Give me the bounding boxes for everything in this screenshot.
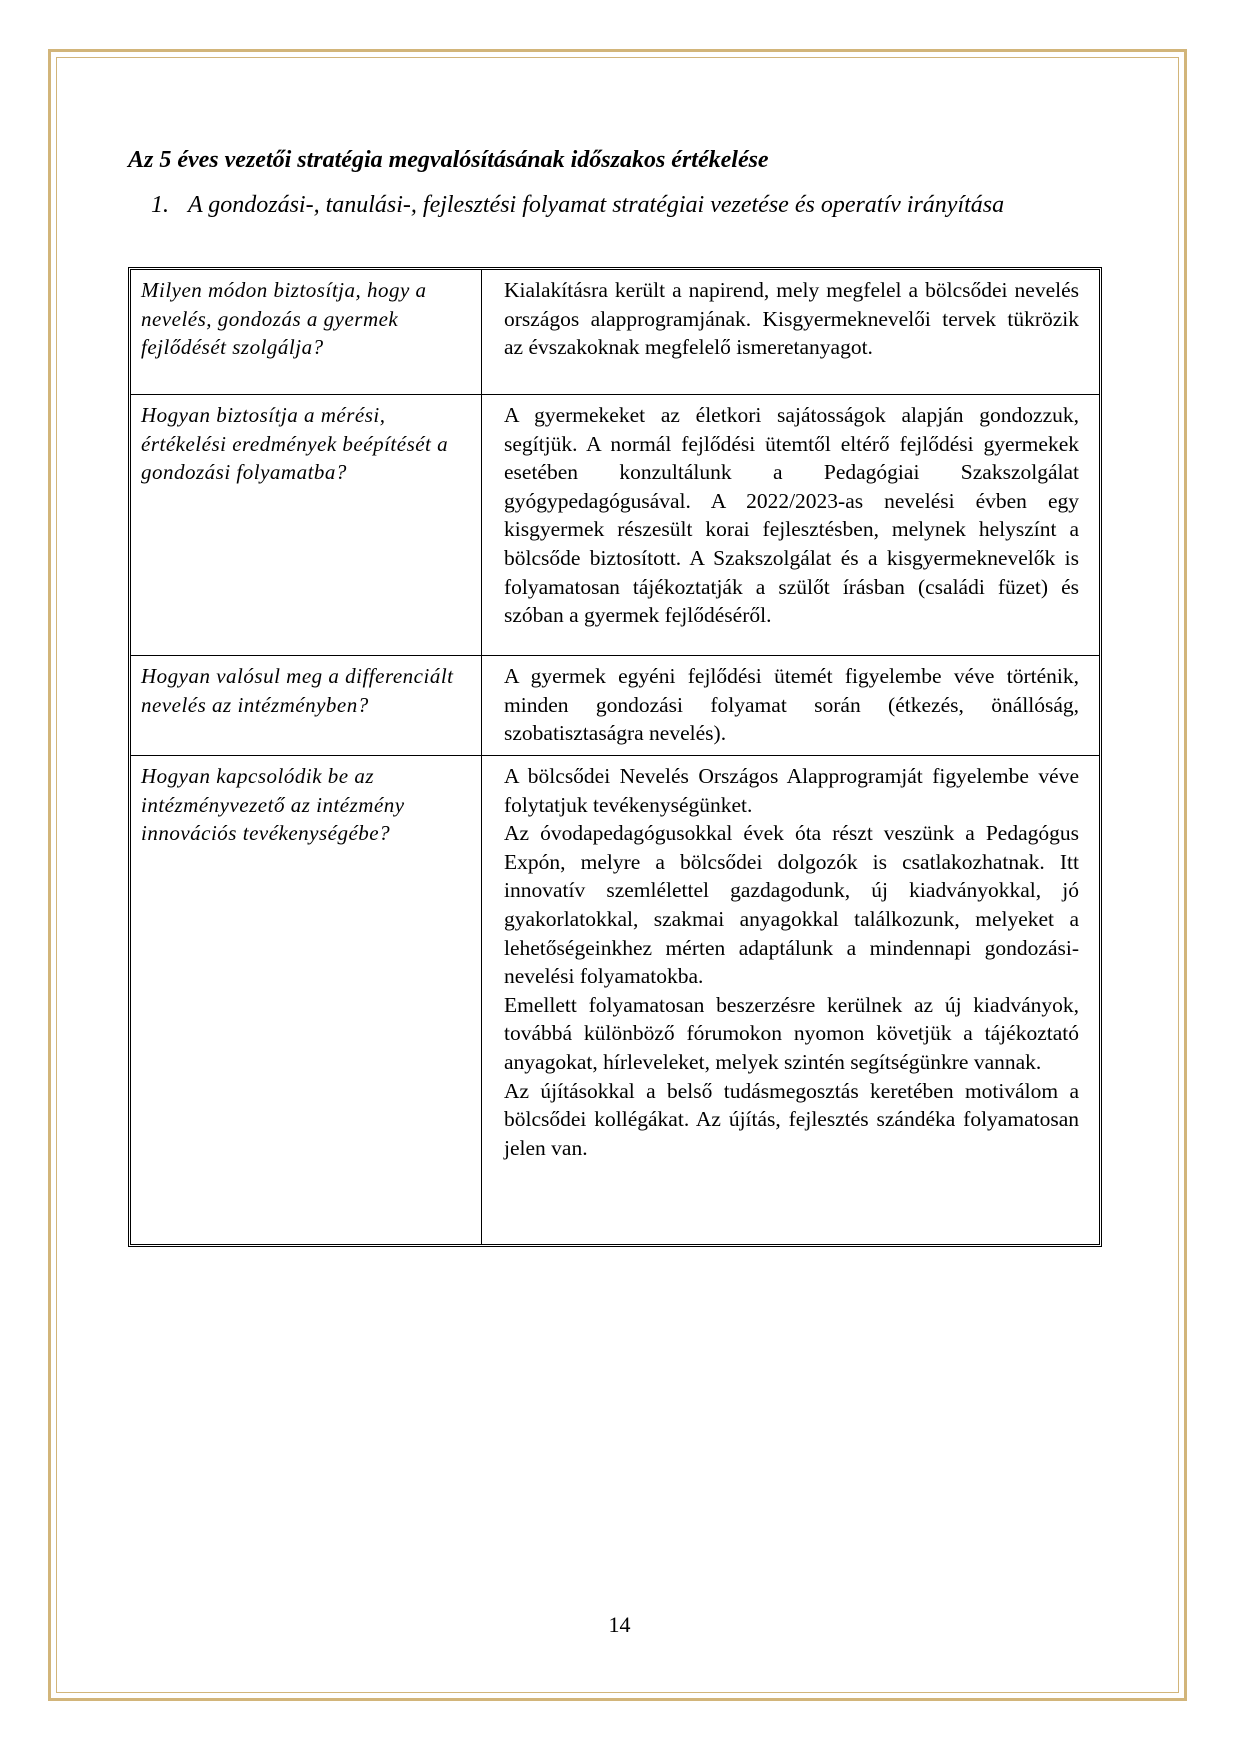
question-cell: Milyen módon biztosítja, hogy a nevelés, gondozás a gyermek fejlődését szolgálja? bbox=[131, 270, 482, 394]
answer-cell bbox=[482, 394, 1099, 655]
question-cell: Hogyan biztosítja a mérési, értékelési eredmények beépítését a gondozási folyamatba? bbox=[131, 394, 482, 655]
answer-paragraph: Az óvodapedagógusokkal évek óta részt veszünk a Pedagógus Expón, melyre a bölcsődei dolgozók is csatlakozhatnak. Itt innovatív szemlélettel gazdagodunk, új kiadványokkal, jó gyakorlatokkal, szakmai anyagokkal találkozunk, melyeket a lehetőségeinkhez mérten adaptálunk a mindennapi gondozási-nevelési folyamatokba. bbox=[504, 821, 1079, 989]
question-cell: Hogyan kapcsolódik be az intézményvezető az intézmény innovációs tevékenységébe? bbox=[131, 755, 482, 1244]
page-heading: Az 5 éves vezetői stratégia megvalósításának időszakos értékelése bbox=[128, 147, 769, 173]
section-number: 1. bbox=[151, 192, 169, 218]
question-cell: Hogyan valósul meg a differenciált nevelés az intézményben? bbox=[131, 655, 482, 755]
answer-cell bbox=[482, 270, 1099, 394]
evaluation-table bbox=[128, 267, 1102, 1247]
answer-paragraph: A gyermek egyéni fejlődési ütemét figyelembe véve történik, minden gondozási folyamat során (étkezés, önállóság, szobatisztaságra nevelés). bbox=[504, 664, 1079, 746]
table-row bbox=[131, 394, 1099, 655]
section-title-text: A gondozási-, tanulási-, fejlesztési folyamat stratégiai vezetése és operatív irányítása bbox=[188, 192, 1005, 218]
answer-cell bbox=[482, 755, 1099, 1244]
table-row bbox=[131, 270, 1099, 394]
answer-paragraph: A bölcsődei Nevelés Országos Alapprogramját figyelembe véve folytatjuk tevékenységünket. bbox=[504, 764, 1079, 817]
page-number: 14 bbox=[608, 1612, 631, 1637]
answer-paragraph: Az újításokkal a belső tudásmegosztás keretében motiválom a bölcsődei kollégákat. Az újítás, fejlesztés szándéka folyamatosan jelen van. bbox=[504, 1078, 1079, 1160]
answer-paragraph: Emellett folyamatosan beszerzésre kerülnek az új kiadványok, továbbá különböző fórumokon nyomon követjük a tájékoztató anyagokat, hírleveleket, melyek szintén segítségünkre vannak. bbox=[504, 992, 1079, 1074]
table-row bbox=[131, 655, 1099, 755]
answer-paragraph: Kialakításra került a napirend, mely megfelel a bölcsődei nevelés országos alapprogramjának. Kisgyermeknevelői tervek tükrözik az évszakoknak megfelelő ismeretanyagot. bbox=[504, 278, 1079, 360]
section-title bbox=[151, 190, 1081, 221]
table-row bbox=[131, 755, 1099, 1244]
answer-paragraph: A gyermekeket az életkori sajátosságok alapján gondozzuk, segítjük. A normál fejlődési ütemtől eltérő fejlődési gyermekek esetében konzultálunk a Pedagógiai Szakszolgálat gyógypedagógusával. A 2022/2023-as nevelési évben egy kisgyermek részesült korai fejlesztésben, melynek helyszínt a bölcsőde biztosított. A Szakszolgálat és a kisgyermeknevelők is folyamatosan tájékoztatják a szülőt írásban (családi füzet) és szóban a gyermek fejlődéséről. bbox=[504, 403, 1079, 628]
answer-cell bbox=[482, 655, 1099, 755]
